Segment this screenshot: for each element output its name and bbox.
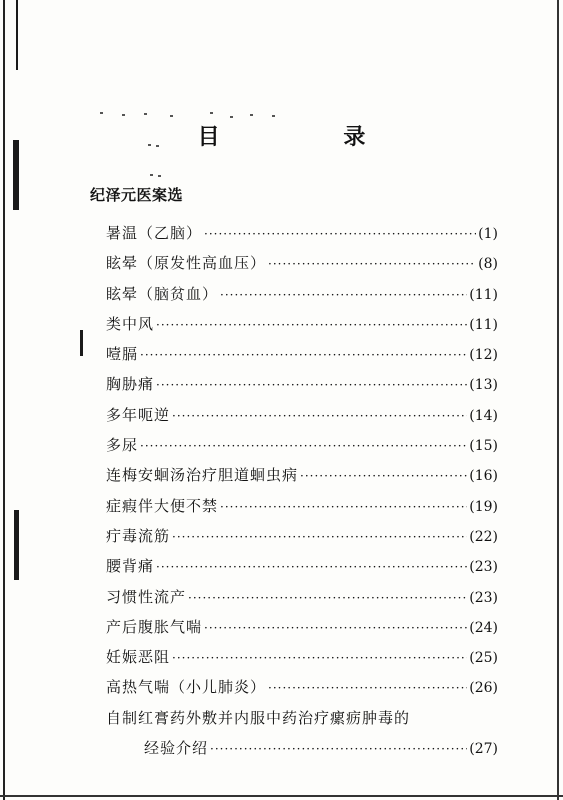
toc-leader-dots [220, 492, 467, 522]
toc-entry-title: 疔毒流筋 [106, 526, 171, 545]
toc-leader-dots [156, 552, 467, 582]
toc-page-number: (22) [469, 528, 498, 545]
toc-page-number: (11) [469, 316, 498, 333]
toc-leader-dots [210, 734, 467, 764]
toc-entry-title: 高热气喘（小儿肺炎） [106, 678, 267, 697]
toc-entry[interactable] [106, 551, 498, 581]
toc-entry-title: 产后腹胀气喘 [106, 617, 203, 636]
toc-leader-dots [140, 340, 467, 370]
toc-entry-title: 症瘕伴大便不禁 [106, 496, 219, 515]
page-title: 目 录 [197, 125, 424, 150]
toc-entry-title: 腰背痛 [106, 557, 155, 576]
toc-leader-dots [156, 370, 467, 400]
toc-entry[interactable] [106, 400, 498, 430]
toc-entry-title: 暑温（乙脑） [106, 224, 203, 242]
toc-entry[interactable] [106, 430, 498, 460]
toc-page-number: (23) [469, 589, 498, 606]
toc-leader-dots [156, 310, 467, 340]
toc-entry[interactable] [106, 612, 498, 642]
toc-entry-title: 类中风 [106, 314, 155, 333]
toc-entry[interactable] [106, 279, 498, 309]
margin-mark [80, 330, 83, 356]
toc-entry-title: 噎膈 [106, 345, 139, 364]
toc-entry[interactable] [106, 491, 498, 521]
toc-leader-dots [220, 280, 467, 310]
toc-entry[interactable] [106, 369, 498, 399]
toc-entry[interactable] [106, 339, 498, 369]
toc-entry-title: 自制红膏药外敷并内服中药治疗瘰疬肿毒的 [106, 708, 411, 727]
toc-leader-dots [300, 461, 467, 491]
scan-edge-bottom [0, 795, 563, 797]
toc-entry-title: 连梅安蛔汤治疗胆道蛔虫病 [106, 466, 299, 485]
toc-entry[interactable] [106, 582, 498, 612]
toc-entry[interactable] [106, 733, 498, 763]
toc-page-number: (16) [469, 468, 498, 485]
toc-page-number: (26) [469, 680, 498, 697]
toc-page-number: (8) [478, 256, 498, 273]
toc-page-number: (23) [469, 559, 498, 576]
toc-entry-title: 胸胁痛 [106, 375, 155, 394]
toc-leader-dots [172, 643, 467, 673]
toc-page-number: (15) [469, 438, 498, 455]
toc-entry[interactable] [106, 521, 498, 551]
toc-entry-title: 经验介绍 [144, 739, 209, 758]
binding-mark [16, 0, 18, 70]
toc-entry[interactable] [106, 672, 498, 702]
toc-entry-title: 妊娠恶阻 [106, 648, 171, 667]
toc-leader-dots [268, 673, 467, 703]
toc-leader-dots [172, 401, 467, 431]
toc-entry[interactable] [106, 460, 498, 490]
toc-leader-dots [268, 249, 476, 279]
toc-page-number: (14) [469, 407, 498, 424]
toc-page-number: (19) [469, 498, 498, 515]
toc-entry[interactable] [106, 642, 498, 672]
toc-page-number: (12) [469, 347, 498, 364]
toc-page-number: (25) [469, 650, 498, 667]
toc-page-number: (24) [469, 619, 498, 636]
toc-entry[interactable] [106, 703, 498, 733]
toc-page-number: (13) [469, 377, 498, 394]
table-of-contents [106, 218, 498, 763]
toc-entry[interactable] [106, 248, 498, 278]
toc-entry-title: 眩晕（脑贫血） [106, 284, 219, 303]
toc-leader-dots [188, 583, 467, 613]
toc-entry-title: 眩晕（原发性高血压） [106, 254, 267, 273]
binding-mark [14, 510, 19, 580]
toc-leader-dots [140, 431, 467, 461]
section-heading: 纪泽元医案选 [90, 186, 184, 204]
toc-leader-dots [172, 522, 467, 552]
toc-leader-dots [204, 219, 476, 249]
toc-page-number: (11) [469, 286, 498, 303]
toc-entry-title: 习惯性流产 [106, 587, 187, 606]
toc-page-number: (1) [478, 226, 498, 242]
toc-page-number: (27) [469, 741, 498, 758]
toc-entry-title: 多年呃逆 [106, 405, 171, 424]
toc-leader-dots [204, 613, 467, 643]
toc-entry-title: 多尿 [106, 436, 139, 455]
toc-entry[interactable] [106, 218, 498, 248]
toc-entry[interactable] [106, 309, 498, 339]
